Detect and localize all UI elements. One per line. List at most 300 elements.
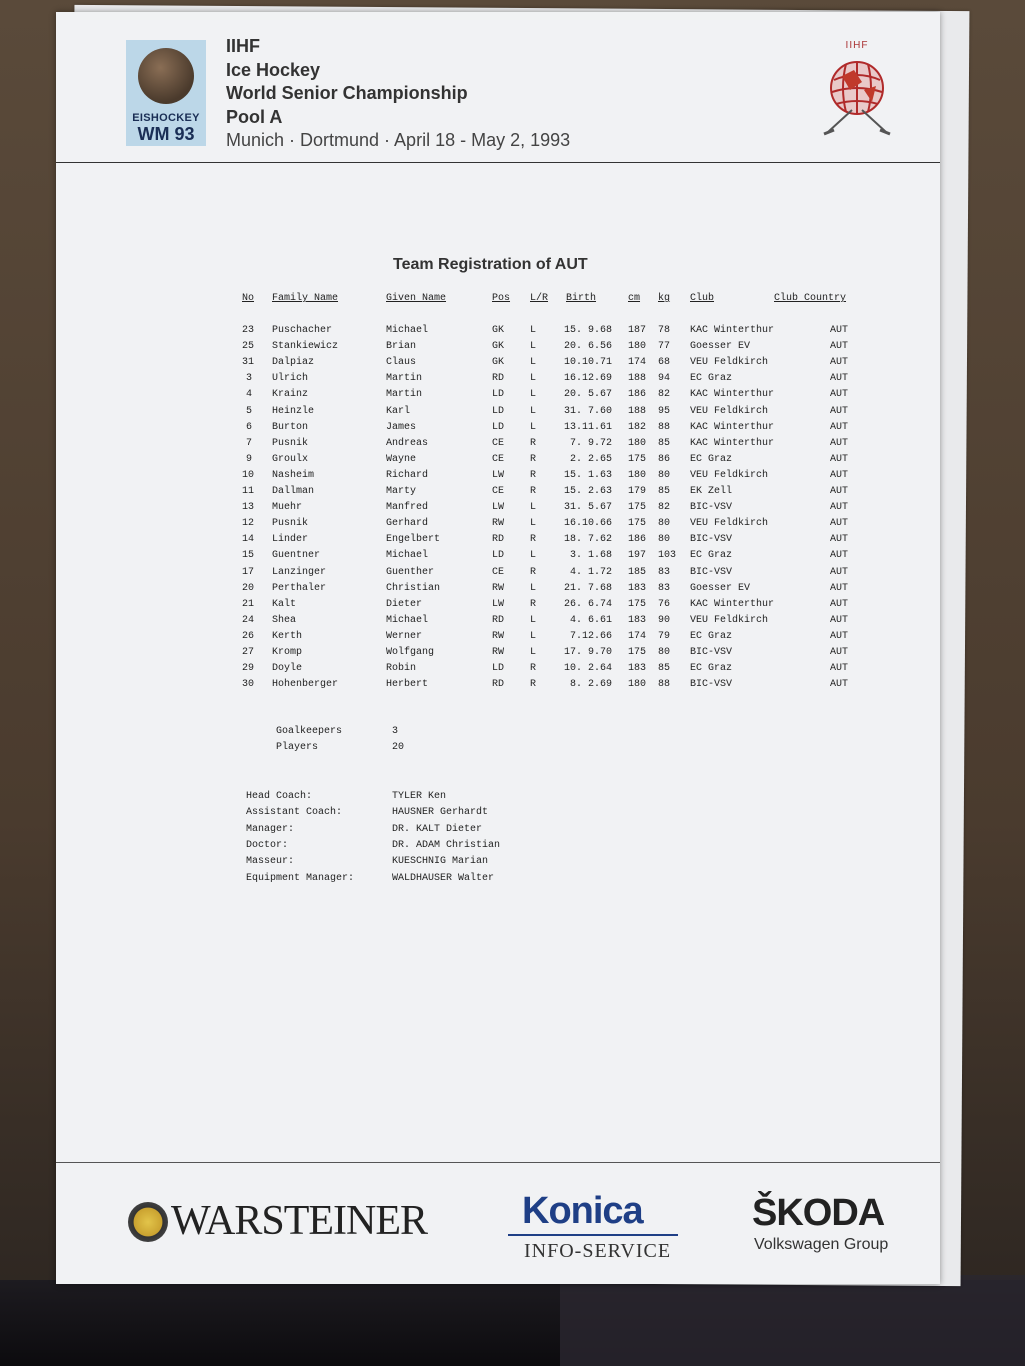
table-cell: 85: [658, 437, 671, 449]
table-row: [56, 534, 940, 550]
table-cell: 15. 2.63: [563, 486, 612, 497]
table-cell: VEU Feldkirch: [690, 518, 769, 530]
table-cell: Lanzinger: [272, 566, 327, 578]
table-row: [56, 599, 940, 615]
table-cell: BIC-VSV: [690, 647, 733, 658]
table-row: [56, 325, 940, 341]
table-cell: 14: [242, 534, 255, 546]
staff-name: TYLER Ken: [392, 791, 447, 802]
staff-role: Assistant Coach:: [246, 807, 343, 819]
table-cell: L: [530, 630, 537, 642]
table-cell: AUT: [830, 663, 849, 675]
table-cell: James: [386, 421, 417, 433]
table-cell: RW: [492, 630, 505, 642]
column-header: kg: [658, 293, 671, 304]
table-cell: VEU Feldkirch: [690, 469, 769, 481]
table-cell: AUT: [830, 679, 849, 691]
column-header: Pos: [492, 293, 511, 304]
column-header: Given Name: [386, 293, 447, 304]
table-cell: 82: [658, 389, 671, 401]
table-cell: AUT: [830, 469, 849, 481]
table-cell: 17: [242, 566, 255, 578]
table-cell: 197: [628, 550, 647, 562]
table-row: [56, 341, 940, 357]
table-cell: 83: [658, 582, 671, 594]
table-cell: L: [530, 357, 537, 369]
table-cell: LW: [492, 598, 505, 610]
header-divider: [56, 162, 940, 163]
table-cell: GK: [492, 341, 505, 353]
table-cell: 7. 9.72: [569, 437, 612, 449]
header-iihf: IIHF: [226, 36, 260, 56]
staff-role: Doctor:: [246, 839, 289, 851]
table-cell: 94: [658, 373, 671, 385]
table-row: [56, 422, 940, 438]
table-cell: R: [530, 453, 537, 465]
table-cell: 7: [246, 437, 253, 449]
table-cell: LD: [492, 389, 505, 401]
table-cell: 174: [628, 357, 647, 369]
table-cell: 85: [658, 486, 671, 497]
table-cell: RD: [492, 534, 505, 546]
table-cell: 188: [628, 405, 647, 417]
column-header: Family Name: [272, 293, 339, 304]
header-ice-hockey: Ice Hockey: [226, 60, 321, 80]
table-cell: Martin: [386, 389, 423, 401]
header-championship: World Senior Championship: [226, 83, 468, 103]
table-cell: 186: [628, 534, 647, 546]
table-cell: AUT: [830, 550, 849, 562]
summary-label: Players: [276, 742, 319, 753]
table-cell: AUT: [830, 502, 849, 514]
sponsor-konica: Konica: [522, 1190, 643, 1232]
table-cell: L: [530, 582, 537, 594]
table-row: [56, 486, 940, 502]
table-cell: EC Graz: [690, 550, 733, 562]
table-cell: KAC Winterthur: [690, 421, 775, 433]
table-cell: LW: [492, 469, 505, 481]
table-cell: 4. 1.72: [569, 566, 612, 578]
table-cell: Claus: [386, 357, 417, 369]
table-row: [56, 373, 940, 389]
table-cell: Guentner: [272, 550, 321, 562]
table-cell: BIC-VSV: [690, 502, 733, 514]
table-cell: 3: [246, 373, 253, 385]
table-cell: 175: [628, 598, 647, 610]
table-cell: Brian: [386, 341, 417, 353]
table-cell: 183: [628, 614, 647, 626]
staff-role: Masseur:: [246, 856, 295, 868]
table-cell: R: [530, 469, 537, 481]
table-cell: 10.10.71: [563, 357, 612, 369]
table-cell: 76: [658, 598, 671, 610]
table-cell: KAC Winterthur: [690, 598, 775, 610]
table-cell: Nasheim: [272, 469, 315, 481]
table-cell: 179: [628, 486, 647, 497]
table-cell: Kalt: [272, 598, 297, 610]
table-cell: 23: [242, 325, 255, 336]
staff-name: WALDHAUSER Walter: [392, 872, 495, 884]
table-cell: AUT: [830, 357, 849, 369]
table-cell: 15. 9.68: [563, 325, 612, 336]
table-cell: 90: [658, 614, 671, 626]
table-cell: Marty: [386, 486, 417, 497]
sponsor-skoda: ŠKODA: [752, 1192, 885, 1234]
table-cell: L: [530, 647, 537, 658]
table-cell: Wolfgang: [386, 647, 435, 658]
table-cell: VEU Feldkirch: [690, 405, 769, 417]
table-cell: BIC-VSV: [690, 566, 733, 578]
table-cell: 82: [658, 502, 671, 514]
table-cell: RD: [492, 373, 505, 385]
table-cell: Michael: [386, 325, 429, 336]
table-cell: L: [530, 389, 537, 401]
table-cell: Pusnik: [272, 437, 309, 449]
table-cell: Stankiewicz: [272, 341, 339, 353]
table-cell: CE: [492, 453, 505, 465]
table-cell: 27: [242, 647, 255, 658]
table-cell: AUT: [830, 437, 849, 449]
staff-name: HAUSNER Gerhardt: [392, 807, 489, 819]
table-cell: 183: [628, 582, 647, 594]
table-cell: 186: [628, 389, 647, 401]
table-cell: 77: [658, 341, 671, 353]
table-cell: Puschacher: [272, 325, 333, 336]
table-cell: 175: [628, 647, 647, 658]
table-cell: R: [530, 679, 537, 691]
table-cell: Dalpiaz: [272, 357, 315, 369]
table-cell: Groulx: [272, 453, 309, 465]
table-cell: 83: [658, 566, 671, 578]
sponsor-skoda-sub: Volkswagen Group: [754, 1236, 889, 1253]
table-cell: 180: [628, 341, 647, 353]
table-cell: 95: [658, 405, 671, 417]
table-cell: AUT: [830, 373, 849, 385]
table-row: [56, 679, 940, 695]
table-cell: AUT: [830, 566, 849, 578]
table-row: [56, 567, 940, 583]
table-cell: 80: [658, 518, 671, 530]
column-header: Club: [690, 293, 715, 304]
table-cell: 18. 7.62: [563, 534, 612, 546]
table-cell: RW: [492, 518, 505, 530]
table-cell: 3. 1.68: [569, 550, 612, 562]
column-header: L/R: [530, 293, 549, 304]
table-cell: AUT: [830, 453, 849, 465]
table-cell: 26: [242, 630, 255, 642]
table-cell: Ulrich: [272, 373, 309, 385]
table-cell: AUT: [830, 389, 849, 401]
table-row: [56, 615, 940, 631]
table-cell: 5: [246, 405, 253, 417]
header-venue-dates: Munich · Dortmund · April 18 - May 2, 1993: [226, 130, 571, 150]
table-cell: R: [530, 663, 537, 675]
table-cell: 78: [658, 325, 671, 336]
column-header: No: [242, 293, 255, 304]
puck-icon: [138, 48, 194, 104]
table-row: [56, 518, 940, 534]
header-pool: Pool A: [226, 107, 283, 127]
table-cell: 20. 6.56: [563, 341, 612, 353]
table-cell: L: [530, 341, 537, 353]
table-cell: 26. 6.74: [563, 598, 612, 610]
table-cell: 17. 9.70: [563, 647, 612, 658]
table-cell: Shea: [272, 614, 297, 626]
table-cell: 11: [242, 486, 255, 497]
table-cell: AUT: [830, 534, 849, 546]
table-cell: 31. 7.60: [563, 405, 612, 417]
table-cell: VEU Feldkirch: [690, 614, 769, 626]
table-cell: VEU Feldkirch: [690, 357, 769, 369]
table-cell: AUT: [830, 325, 849, 336]
table-cell: 15. 1.63: [563, 469, 612, 481]
table-cell: 187: [628, 325, 647, 336]
summary-label: Goalkeepers: [276, 726, 343, 737]
table-cell: R: [530, 486, 537, 497]
staff-role: Head Coach:: [246, 791, 313, 802]
table-cell: L: [530, 518, 537, 530]
table-row: [56, 406, 940, 422]
table-cell: L: [530, 421, 537, 433]
registration-sheet: [56, 12, 940, 1284]
table-cell: 182: [628, 421, 647, 433]
table-cell: AUT: [830, 598, 849, 610]
table-cell: 31: [242, 357, 255, 369]
table-cell: Muehr: [272, 502, 303, 514]
table-cell: KAC Winterthur: [690, 325, 775, 336]
table-cell: R: [530, 566, 537, 578]
column-header: cm: [628, 293, 641, 304]
table-cell: Michael: [386, 550, 429, 562]
konica-underline: [508, 1234, 678, 1236]
table-cell: 20: [242, 582, 255, 594]
table-cell: AUT: [830, 421, 849, 433]
table-row: [56, 502, 940, 518]
table-cell: BIC-VSV: [690, 679, 733, 691]
table-cell: Christian: [386, 582, 441, 594]
table-cell: 13.11.61: [563, 421, 612, 433]
table-cell: Robin: [386, 663, 417, 675]
footer-divider: [56, 1162, 940, 1163]
table-cell: Goesser EV: [690, 582, 751, 594]
iihf-globe-logo: [822, 40, 892, 140]
table-cell: 80: [658, 647, 671, 658]
table-cell: Kerth: [272, 630, 303, 642]
logo-eishockey: EISHOCKEY: [132, 112, 200, 124]
staff-name: DR. ADAM Christian: [392, 839, 501, 851]
table-cell: 180: [628, 437, 647, 449]
table-cell: 30: [242, 679, 255, 691]
table-cell: 103: [658, 550, 677, 562]
table-row: [56, 470, 940, 486]
table-cell: EC Graz: [690, 453, 733, 465]
sponsor-warsteiner: WARSTEINER: [171, 1198, 427, 1244]
wm93-logo: [126, 40, 206, 146]
table-cell: 88: [658, 421, 671, 433]
table-cell: 180: [628, 679, 647, 691]
globe-icon: [822, 40, 892, 140]
table-cell: Doyle: [272, 663, 303, 675]
table-cell: CE: [492, 437, 505, 449]
table-row: [56, 631, 940, 647]
table-cell: AUT: [830, 630, 849, 642]
table-cell: Werner: [386, 630, 423, 642]
table-cell: 85: [658, 663, 671, 675]
table-row: [56, 663, 940, 679]
column-header: Club Country: [774, 293, 847, 304]
table-cell: 21. 7.68: [563, 582, 612, 594]
table-cell: 6: [246, 421, 253, 433]
table-cell: R: [530, 534, 537, 546]
table-cell: GK: [492, 325, 505, 336]
table-cell: Martin: [386, 373, 423, 385]
table-cell: EC Graz: [690, 630, 733, 642]
table-cell: Karl: [386, 405, 411, 417]
table-cell: KAC Winterthur: [690, 437, 775, 449]
table-cell: 24: [242, 614, 255, 626]
table-cell: AUT: [830, 582, 849, 594]
table-cell: LD: [492, 663, 505, 675]
table-cell: 15: [242, 550, 255, 562]
table-cell: 10: [242, 469, 255, 481]
staff-name: DR. KALT Dieter: [392, 823, 483, 835]
table-cell: AUT: [830, 614, 849, 626]
table-cell: L: [530, 614, 537, 626]
table-cell: 13: [242, 502, 255, 514]
table-cell: Richard: [386, 469, 429, 481]
table-cell: 183: [628, 663, 647, 675]
table-cell: 31. 5.67: [563, 502, 612, 514]
table-row: [56, 550, 940, 566]
table-cell: CE: [492, 486, 505, 497]
table-cell: 20. 5.67: [563, 389, 612, 401]
staff-role: Manager:: [246, 823, 295, 835]
table-cell: LD: [492, 421, 505, 433]
table-cell: Manfred: [386, 502, 429, 514]
table-cell: AUT: [830, 486, 849, 497]
warsteiner-seal-icon: [128, 1202, 168, 1242]
table-cell: 10. 2.64: [563, 663, 612, 675]
table-cell: 80: [658, 469, 671, 481]
column-header: Birth: [566, 293, 597, 304]
table-cell: Engelbert: [386, 534, 441, 546]
table-cell: Wayne: [386, 453, 417, 465]
table-cell: 7.12.66: [569, 630, 612, 642]
table-cell: 2. 2.65: [569, 453, 612, 465]
table-cell: LW: [492, 502, 505, 514]
table-cell: 9: [246, 453, 253, 465]
table-cell: RW: [492, 582, 505, 594]
table-row: [56, 438, 940, 454]
table-cell: 88: [658, 679, 671, 691]
staff-name: KUESCHNIG Marian: [392, 856, 489, 868]
table-cell: 79: [658, 630, 671, 642]
table-cell: GK: [492, 357, 505, 369]
table-cell: 21: [242, 598, 255, 610]
table-cell: 180: [628, 469, 647, 481]
table-cell: EC Graz: [690, 663, 733, 675]
table-row: [56, 357, 940, 373]
table-cell: AUT: [830, 341, 849, 353]
table-cell: 175: [628, 518, 647, 530]
table-cell: Michael: [386, 614, 429, 626]
table-cell: Hohenberger: [272, 679, 339, 691]
table-cell: 4. 6.61: [569, 614, 612, 626]
table-row: [56, 647, 940, 663]
table-cell: Guenther: [386, 566, 435, 578]
table-cell: AUT: [830, 405, 849, 417]
table-row: [56, 583, 940, 599]
table-cell: 4: [246, 389, 253, 401]
table-cell: 80: [658, 534, 671, 546]
table-cell: 188: [628, 373, 647, 385]
table-cell: Krainz: [272, 389, 309, 401]
table-cell: Goesser EV: [690, 341, 751, 353]
table-cell: EC Graz: [690, 373, 733, 385]
iihf-logo-label: IIHF: [845, 40, 869, 51]
table-cell: Pusnik: [272, 518, 309, 530]
staff-role: Equipment Manager:: [246, 872, 355, 884]
table-row: [56, 389, 940, 405]
table-cell: 174: [628, 630, 647, 642]
table-cell: RD: [492, 679, 505, 691]
table-cell: 175: [628, 502, 647, 514]
sponsor-konica-sub: INFO-SERVICE: [524, 1240, 672, 1262]
table-cell: Herbert: [386, 679, 429, 691]
table-cell: Andreas: [386, 437, 429, 449]
table-cell: EK Zell: [690, 486, 733, 497]
book-under-sheet: [560, 1275, 1025, 1366]
table-cell: Heinzle: [272, 405, 315, 417]
table-cell: L: [530, 405, 537, 417]
table-cell: 12: [242, 518, 255, 530]
table-cell: Linder: [272, 534, 309, 546]
table-cell: Kromp: [272, 647, 303, 658]
table-cell: L: [530, 550, 537, 562]
table-cell: L: [530, 502, 537, 514]
table-cell: 16.12.69: [563, 373, 612, 385]
table-cell: BIC-VSV: [690, 534, 733, 546]
table-cell: Perthaler: [272, 582, 327, 594]
table-cell: 16.10.66: [563, 518, 612, 530]
table-cell: 25: [242, 341, 255, 353]
page-title: Team Registration of AUT: [393, 256, 588, 273]
table-cell: L: [530, 325, 537, 336]
table-cell: 8. 2.69: [569, 679, 612, 691]
summary-value: 3: [392, 726, 399, 737]
table-cell: AUT: [830, 518, 849, 530]
table-cell: RD: [492, 614, 505, 626]
table-cell: LD: [492, 405, 505, 417]
table-cell: 175: [628, 453, 647, 465]
table-cell: R: [530, 598, 537, 610]
table-cell: 185: [628, 566, 647, 578]
summary-value: 20: [392, 742, 405, 753]
table-cell: LD: [492, 550, 505, 562]
table-cell: L: [530, 373, 537, 385]
table-cell: 29: [242, 663, 255, 675]
table-cell: CE: [492, 566, 505, 578]
table-cell: KAC Winterthur: [690, 389, 775, 401]
table-cell: 86: [658, 453, 671, 465]
table-cell: Dieter: [386, 598, 423, 610]
table-cell: Dallman: [272, 486, 315, 497]
table-cell: AUT: [830, 647, 849, 658]
table-cell: R: [530, 437, 537, 449]
logo-wm93: WM 93: [137, 124, 195, 144]
table-cell: Gerhard: [386, 518, 429, 530]
table-cell: Burton: [272, 421, 309, 433]
